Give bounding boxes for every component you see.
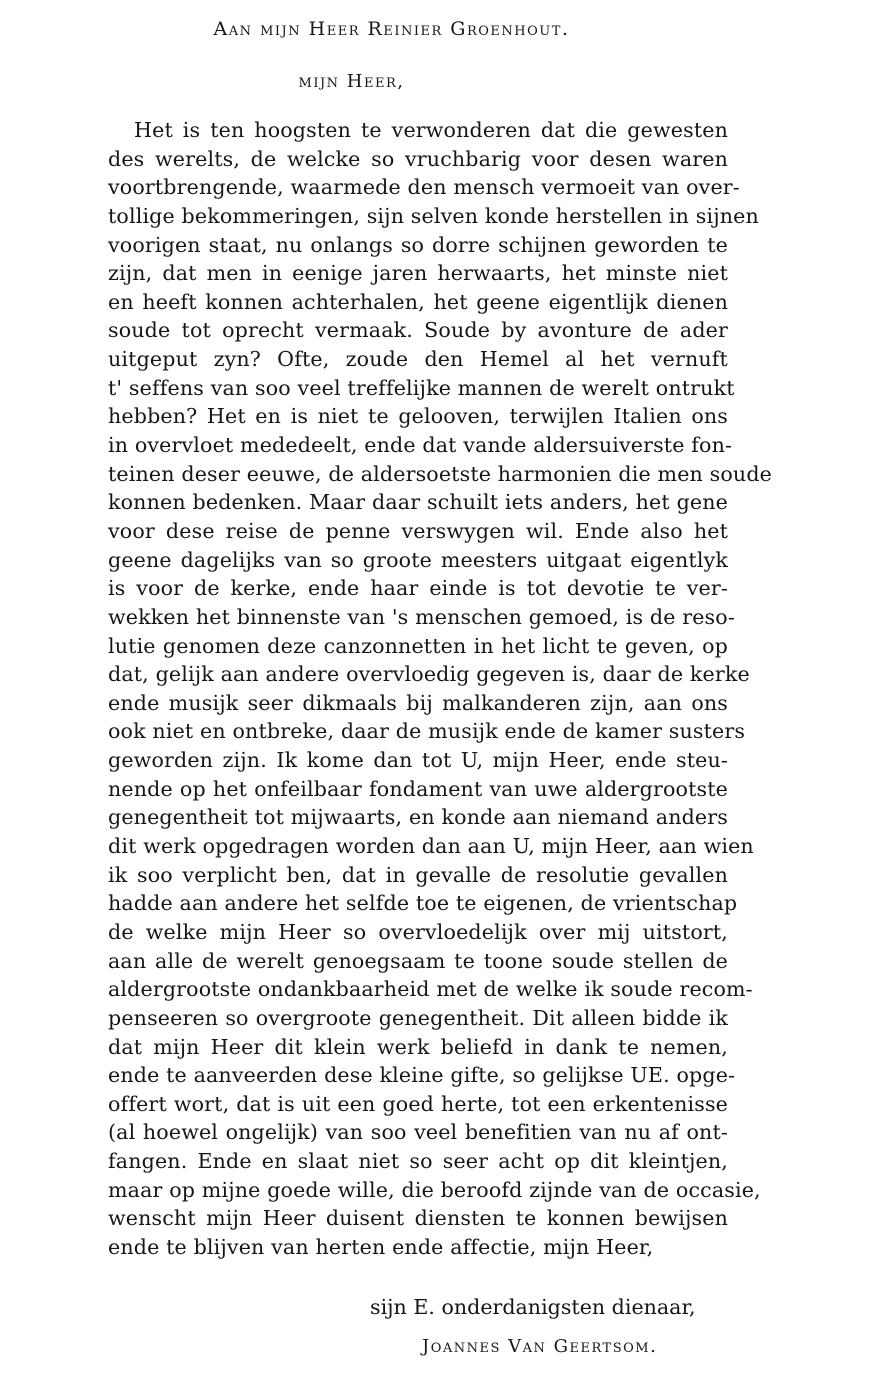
body-line: geene dagelijks van so groote meesters uitgaat eigentlyk <box>108 547 728 572</box>
closing-line: sijn E. onderdanigsten dienaar, <box>370 1295 696 1319</box>
body-line: hadde aan andere het selfde toe te eigenen, de vrientschap <box>108 891 738 916</box>
body-line: dit werk opgedragen worden dan aan U, mijn Heer, aan wien <box>108 834 754 859</box>
body-line: teinen deser eeuwe, de aldersoetste harmonien die men soude <box>108 461 773 486</box>
letter-title: Aan mijn Heer Reinier Groenhout. <box>213 18 570 40</box>
body-line: en heeft konnen achterhalen, het geene eigentlijk dienen <box>108 289 728 314</box>
body-line: de welke mijn Heer so overvloedelijk over mij uitstort, <box>108 919 728 944</box>
body-line: aldergrootste ondankbaarheid met de welke ik soude recom- <box>108 977 753 1002</box>
body-line: soude tot oprecht vermaak. Soude by avonture de ader <box>108 318 728 343</box>
body-line: ende te blijven van herten ende affectie, mijn Heer, <box>108 1234 654 1259</box>
body-line: is voor de kerke, ende haar einde is tot devotie te ver- <box>108 576 728 601</box>
salutation: mijn Heer, <box>298 71 405 92</box>
body-line: Het is ten hoogsten te verwonderen dat die gewesten <box>134 118 728 142</box>
body-line: wekken het binnenste van 's menschen gemoed, is de reso- <box>108 604 735 629</box>
body-line: zijn, dat men in eenige jaren herwaarts, het minste niet <box>108 261 728 286</box>
body-line: in overvloet mededeelt, ende dat vande aldersuiverste fon- <box>108 433 733 458</box>
body-line: ende musijk seer dikmaals bij malkanderen zijn, aan ons <box>108 690 728 715</box>
body-line: des werelts, de welcke so vruchbarig voor desen waren <box>108 146 728 171</box>
body-line: wenscht mijn Heer duisent diensten te konnen bewijsen <box>108 1206 728 1231</box>
body-line: ik soo verplicht ben, dat in gevalle de resolutie gevallen <box>108 862 728 887</box>
body-line: (al hoewel ongelijk) van soo veel benefitien van nu af ont- <box>108 1120 728 1145</box>
body-line: voortbrengende, waarmede den mensch vermoeit van over- <box>108 175 740 200</box>
body-line: fangen. Ende en slaat niet so seer acht op dit kleintjen, <box>108 1149 728 1174</box>
body-line: aan alle de werelt genoegsaam te toone soude stellen de <box>108 948 728 973</box>
body-line: ende te aanveerden dese kleine gifte, so gelijkse UE. opge- <box>108 1063 736 1088</box>
body-line: ook niet en ontbreke, daar de musijk ende de kamer susters <box>108 719 746 744</box>
body-line: konnen bedenken. Maar daar schuilt iets anders, het gene <box>108 490 728 515</box>
letter-body <box>108 116 773 1262</box>
body-line: offert wort, dat is uit een goed herte, tot een erkentenisse <box>108 1091 728 1116</box>
body-line: lutie genomen deze canzonnetten in het licht te geven, op <box>108 633 728 658</box>
body-line: penseeren so overgroote genegentheit. Dit alleen bidde ik <box>108 1005 728 1030</box>
body-line: genegentheit tot mijwaarts, en konde aan niemand anders <box>108 805 728 830</box>
body-line: dat, gelijk aan andere overvloedig gegeven is, daar de kerke <box>108 662 750 687</box>
body-line: hebben? Het en is niet te gelooven, terwijlen Italien ons <box>108 404 728 429</box>
body-line: maar op mijne goede wille, die beroofd zijnde van de occasie, <box>108 1177 761 1202</box>
body-line: voorigen staat, nu onlangs so dorre schijnen geworden te <box>108 232 728 257</box>
body-line: dat mijn Heer dit klein werk beliefd in dank te nemen, <box>108 1034 728 1059</box>
body-line: t' seffens van soo veel treffelijke mannen de werelt ontrukt <box>108 375 735 400</box>
body-line: nende op het onfeilbaar fondament van uwe aldergrootste <box>108 776 728 801</box>
body-line: voor dese reise de penne verswygen wil. Ende also het <box>108 518 728 543</box>
body-line: uitgeput zyn? Ofte, zoude den Hemel al het vernuft <box>108 347 728 372</box>
body-line: geworden zijn. Ik kome dan tot U, mijn Heer, ende steu- <box>108 748 728 773</box>
signature: Joannes Van Geertsom. <box>422 1336 658 1357</box>
body-line: tollige bekommeringen, sijn selven konde herstellen in sijnen <box>108 203 759 228</box>
